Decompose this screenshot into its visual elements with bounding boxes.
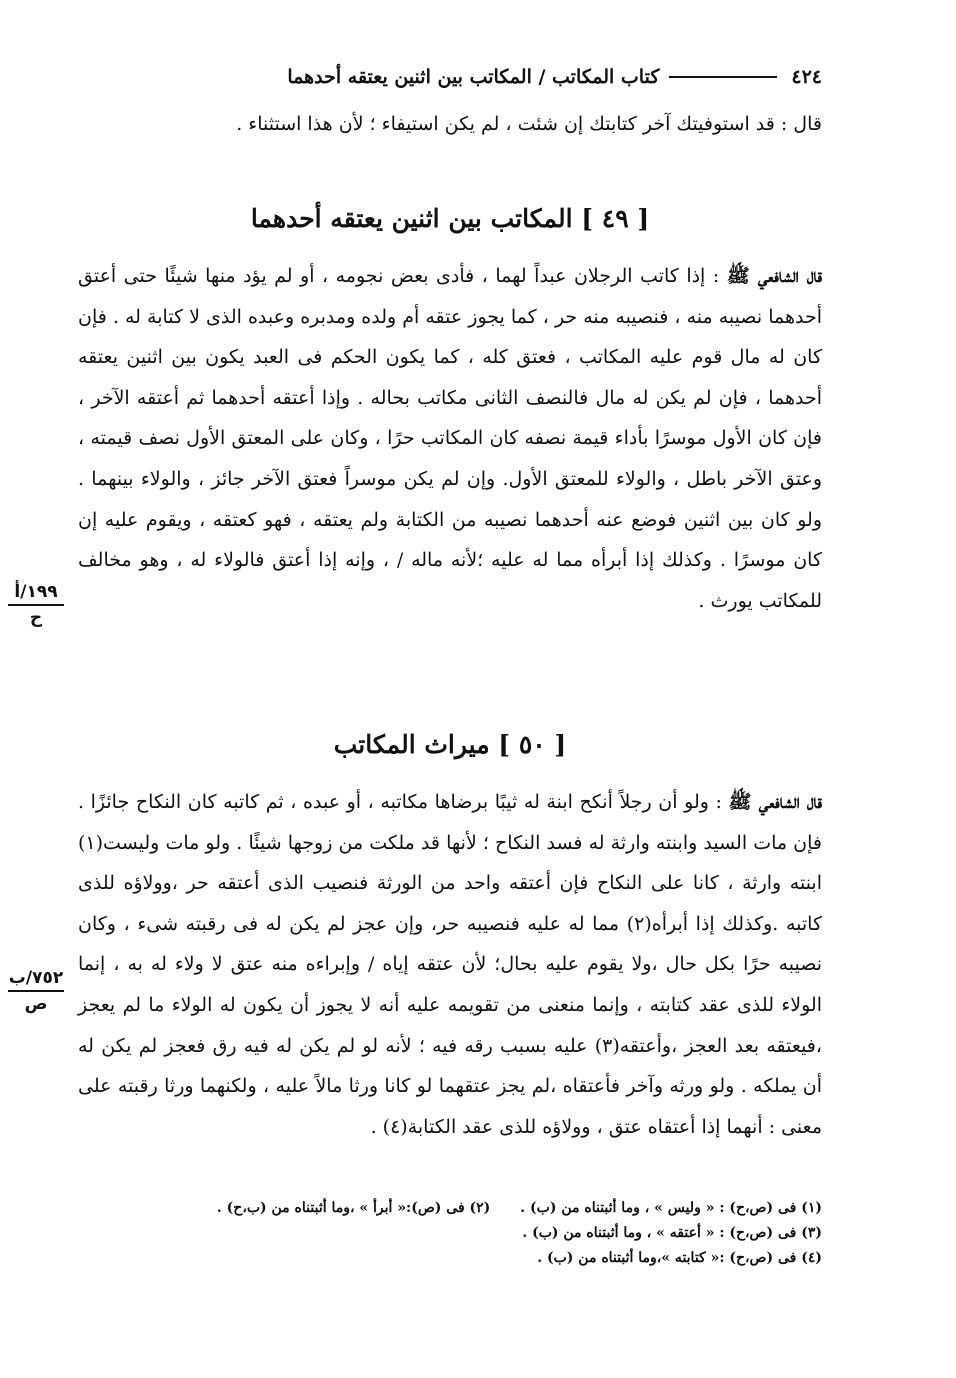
margin-note-folio: ٧٥٢/ب: [8, 968, 64, 992]
footnote-1: (١) فى (ص،ح) : « وليس » ، وما أثبتناه من (ب) .: [520, 1200, 822, 1216]
footnote-4: (٤) فى (ص،ح) :« كتابته »،وما أثبتناه من (ب) .: [537, 1250, 822, 1266]
section-49-body: [78, 256, 822, 621]
footnote-row: [100, 1221, 822, 1246]
margin-note-folio: ١٩٩/أ: [8, 582, 64, 606]
section-50-body: [78, 782, 822, 1147]
footnote-2: (٢) فى (ص):« أبرأ » ،وما أثبتناه من (ب،ح) .: [216, 1200, 491, 1216]
header-title: كتاب المكاتب / المكاتب بين اثنين يعتقه أحدهما: [287, 66, 660, 88]
footnote-row: [100, 1196, 822, 1221]
page-number: ٤٢٤: [791, 66, 822, 88]
section-49-lead: قال الشافعي ﷺ: [726, 265, 823, 287]
intro-paragraph: [78, 104, 822, 145]
section-50-lead: قال الشافعي ﷺ: [728, 791, 823, 813]
margin-note-siglum: ح: [29, 608, 43, 628]
intro-text: قال : قد استوفيتك آخر كتابتك إن شئت ، لم يكن استيفاء ؛ لأن هذا استثناء .: [236, 113, 822, 135]
section-50-text: : ولو أن رجلاً أنكح ابنة له ثيبًا برضاها مكاتبه ، أو عبده ، ثم كاتبه كان النكاح جائزًا . فإن مات السيد وابنته وارثة له فسد النكاح ؛ لأنها قد ملكت من زوجها شيئًا . ولو مات وليست(١) ابنته وارثة ، كانا على النكاح فإن أعتقه واحد من الورثة فنصيب الذى أعتقه حر ،وولاؤه للذى كاتبه .وكذلك إذا أبرأه(٢) مما له عليه فنصيبه حر، وإن عجز لم يكن له فى رقبته شىء ، وكان نصيبه حرًا بكل حال ،ولا يقوم عليه بحال؛ لأن عتقه إياه / وإبراءه منه عتق لا ولاء له به ، إنما الولاء للذى عقد كتابته ، وإنما منعنى من تقويمه عليه أنه لا يجوز أن يكون له الولاء ما لم يعجز ،فيعتقه بعد العجز ،وأعتقه(٣) عليه بسبب رقه فيه ؛ لأنه لو لم يكن له فيه رق فعجز لم يكن له أن يملكه . ولو ورثه وآخر فأعتقاه ،لم يجز عتقهما لو كانا ورثا مالاً عليه ، ولكنهما ورثا رقبته على معنى : أنهما إذا أعتقاه عتق ، وولاؤه للذى عقد الكتابة(٤) .: [78, 791, 822, 1138]
margin-note-siglum: ص: [24, 994, 48, 1014]
footnote-3: (٣) فى (ص،ح) : « أعتقه » ، وما أثبتناه من (ب) .: [522, 1225, 822, 1241]
footnotes: [100, 1196, 822, 1271]
header-rule: [669, 76, 777, 78]
section-49-text: : إذا كاتب الرجلان عبداً لهما ، فأدى بعض نجومه ، أو لم يؤد منها شيئًا حتى أعتق أحدهما نصيبه منه ، فنصيبه منه حر ، كما يجوز عتقه أم ولده ومدبره وعبده الذى لا كتابة له . فإن كان له مال قوم عليه المكاتب ، فعتق كله ، كما يكون الحكم فى العبد يكون بين اثنين يعتقه أحدهما ، فإن لم يكن له مال فالنصف الثانى مكاتب بحاله . وإذا أعتقه أحدهما ثم أعتقه الآخر ، فإن كان الأول موسرًا بأداء قيمة نصفه كان المكاتب حرًا ، وكان على المعتق الأول نصف قيمته ، وعتق الآخر باطل ، والولاء للمعتق الأول. وإن لم يكن موسراً فعتق الآخر جائز ، والولاء بينهما . ولو كان بين اثنين فوضع عنه أحدهما نصيبه من الكتابة ولم يعتقه ، فهو كعتقه ، ويقوم عليه إن كان موسرًا . وكذلك إذا أبرأه مما له عليه ؛لأنه ماله / ، وإنه إذا أعتق فالولاء له ، وهو مخالف للمكاتب يورث .: [78, 265, 822, 612]
running-header: [78, 60, 822, 94]
footnote-row: [100, 1246, 822, 1271]
margin-note-ms-h: [8, 582, 64, 628]
margin-note-ms-s: [8, 968, 64, 1014]
section-49-heading: [ ٤٩ ] المكاتب بين اثنين يعتقه أحدهما: [250, 204, 650, 233]
section-50-heading: [ ٥٠ ] ميراث المكاتب: [333, 730, 567, 759]
